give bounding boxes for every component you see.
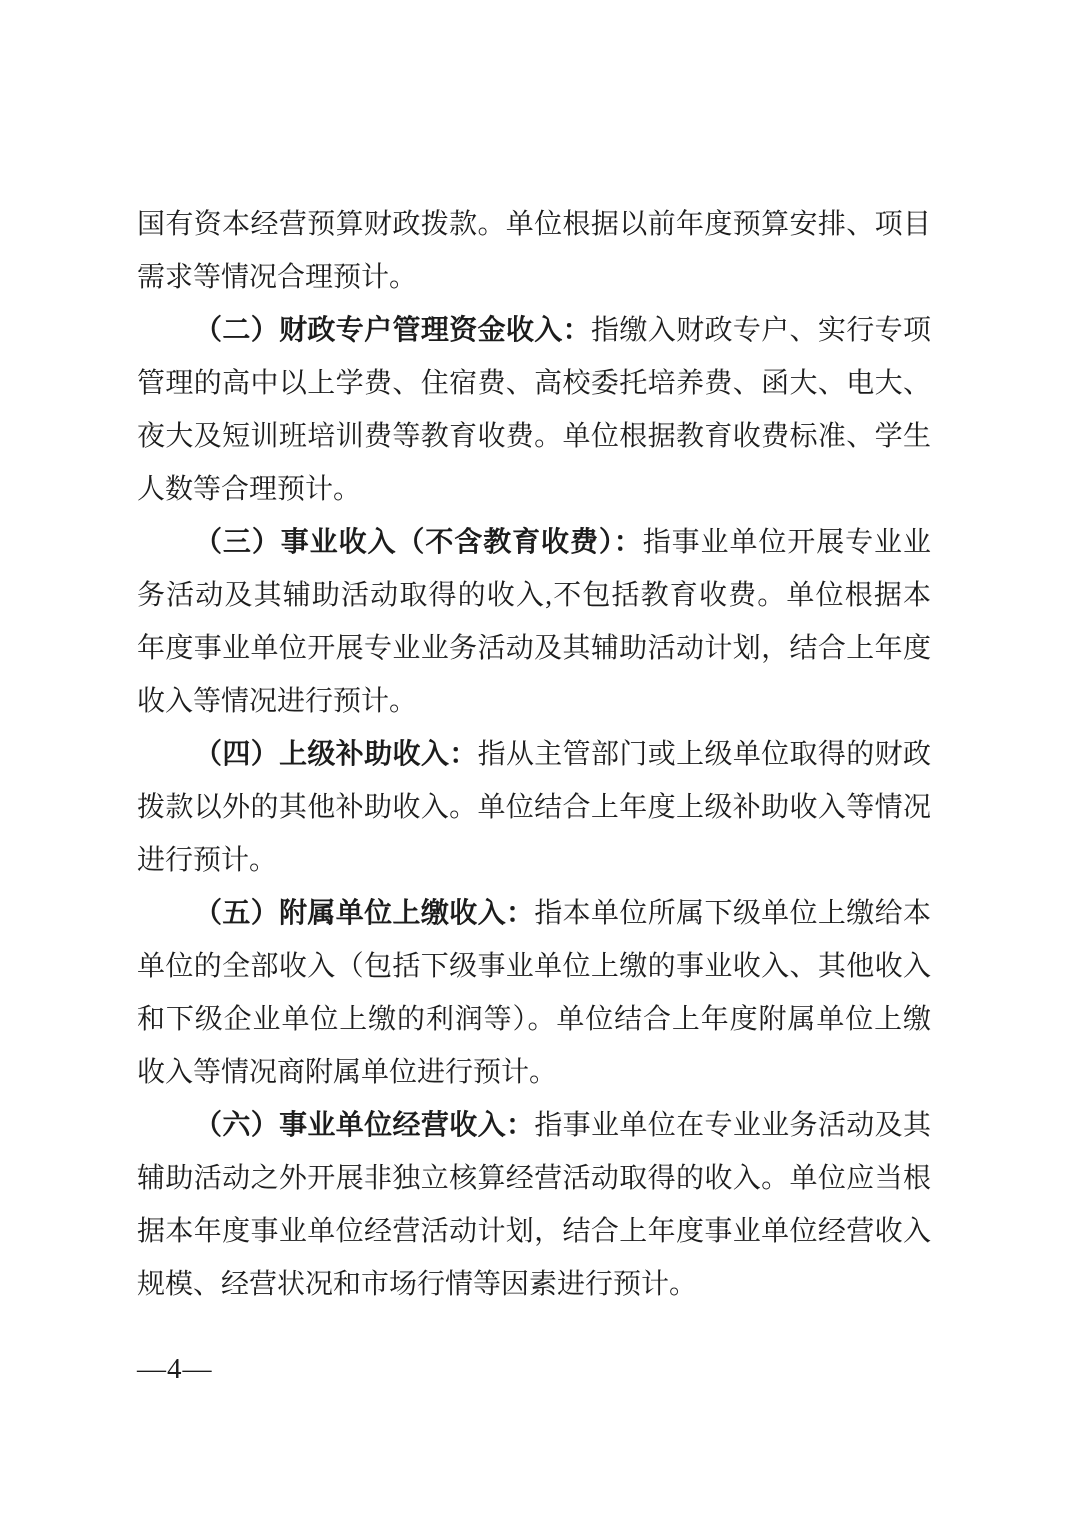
text-line <box>137 304 931 357</box>
text-line <box>137 728 931 781</box>
text-line <box>137 463 931 516</box>
line-text: 需求等情况合理预计。 <box>137 262 418 293</box>
text-line <box>137 1046 931 1099</box>
line-text: 夜大及短训班培训费等教育收费。单位根据教育收费标准、学生 <box>137 421 931 452</box>
line-text: 指事业单位开展专业业 <box>642 527 931 558</box>
line-text: 规模、经营状况和市场行情等因素进行预计。 <box>137 1269 698 1300</box>
line-text: 据本年度事业单位经营活动计划，结合上年度事业单位经营收入 <box>137 1216 931 1247</box>
text-line <box>137 357 931 410</box>
line-text: 收入等情况进行预计。 <box>137 686 418 717</box>
line-text: 进行预计。 <box>137 845 278 876</box>
line-text: 指从主管部门或上级单位取得的财政 <box>477 739 931 770</box>
text-line <box>137 1099 931 1152</box>
paragraph-heading: （五）附属单位上缴收入： <box>194 898 535 929</box>
line-text: 管理的高中以上学费、住宿费、高校委托培养费、函大、电大、 <box>137 368 931 399</box>
paragraph-heading: （三）事业收入（不含教育收费）： <box>194 527 643 558</box>
line-text: 人数等合理预计。 <box>137 474 362 505</box>
paragraph-heading: （二）财政专户管理资金收入： <box>194 315 592 346</box>
line-text: 拨款以外的其他补助收入。单位结合上年度上级补助收入等情况 <box>137 792 931 823</box>
text-line <box>137 940 931 993</box>
line-text: 单位的全部收入（包括下级事业单位上缴的事业收入、其他收入 <box>137 951 931 982</box>
line-text: 指事业单位在专业业务活动及其 <box>534 1110 931 1141</box>
text-line <box>137 1205 931 1258</box>
paragraph-heading: （四）上级补助收入： <box>194 739 478 770</box>
line-text: 和下级企业单位上缴的利润等）。单位结合上年度附属单位上缴 <box>137 1004 931 1035</box>
text-line <box>137 993 931 1046</box>
page-number: —4— <box>137 1353 213 1385</box>
line-text: 指缴入财政专户、实行专项 <box>591 315 931 346</box>
line-text: 年度事业单位开展专业业务活动及其辅助活动计划，结合上年度 <box>137 633 931 664</box>
line-text: 务活动及其辅助活动取得的收入,不包括教育收费。单位根据本 <box>137 580 931 611</box>
text-line <box>137 675 931 728</box>
text-line <box>137 251 931 304</box>
text-line <box>137 1258 931 1311</box>
text-line <box>137 198 931 251</box>
text-line <box>137 834 931 887</box>
document-body <box>137 198 931 1311</box>
line-text: 国有资本经营预算财政拨款。单位根据以前年度预算安排、项目 <box>137 209 931 240</box>
line-text: 指本单位所属下级单位上缴给本 <box>534 898 931 929</box>
text-line <box>137 887 931 940</box>
text-line <box>137 622 931 675</box>
text-line <box>137 516 931 569</box>
line-text: 收入等情况商附属单位进行预计。 <box>137 1057 558 1088</box>
text-line <box>137 1152 931 1205</box>
text-line <box>137 569 931 622</box>
text-line <box>137 781 931 834</box>
line-text: 辅助活动之外开展非独立核算经营活动取得的收入。单位应当根 <box>137 1163 931 1194</box>
text-line <box>137 410 931 463</box>
paragraph-heading: （六）事业单位经营收入： <box>194 1110 535 1141</box>
